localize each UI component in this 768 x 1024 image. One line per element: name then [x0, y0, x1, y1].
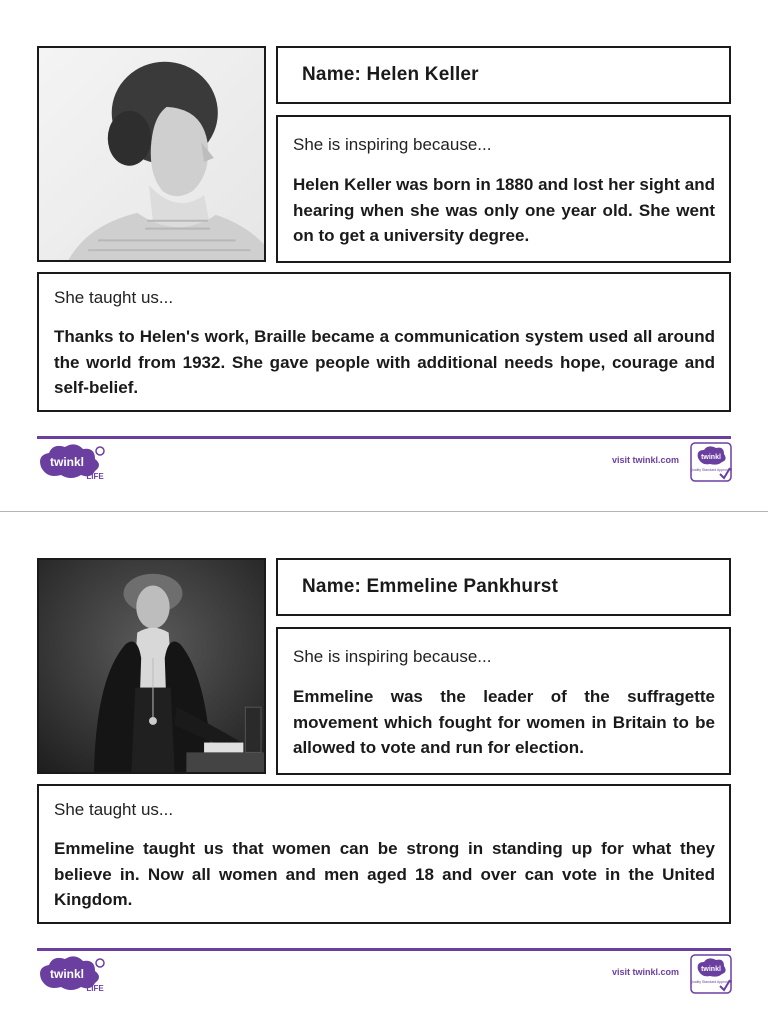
- footer-rule: [37, 436, 731, 439]
- inspiring-box: [276, 115, 731, 263]
- inspiring-text: Emmeline was the leader of the suffragette movement which fought for women in Britain to be allowed to vote and run for election.: [293, 687, 715, 757]
- inspiring-prompt: She is inspiring because...: [293, 135, 492, 154]
- quality-badge-icon: [690, 954, 732, 994]
- inspiring-prompt: She is inspiring because...: [293, 647, 492, 666]
- taught-text: Emmeline taught us that women can be strong in standing up for what they believe in. Now all women and men aged 18 and over can vote in the United Kingdom.: [54, 839, 715, 909]
- visit-link[interactable]: visit twinkl.com: [612, 455, 680, 465]
- person-name: Name: Helen Keller: [302, 64, 479, 85]
- taught-prompt: She taught us...: [54, 288, 174, 307]
- taught-box: [37, 272, 731, 412]
- quality-badge-icon: [690, 442, 732, 482]
- portrait-image: [39, 560, 264, 772]
- portrait-photo: [37, 558, 266, 774]
- name-box: [276, 46, 731, 104]
- inspiring-box: [276, 627, 731, 775]
- taught-box: [37, 784, 731, 924]
- taught-prompt: She taught us...: [54, 800, 174, 819]
- portrait-photo: [37, 46, 266, 262]
- svg-text:Quality Standard Approved: Quality Standard Approved: [690, 980, 732, 984]
- inspiring-text: Helen Keller was born in 1880 and lost her sight and hearing when she was only one year old. She went on to get a university degree.: [293, 175, 715, 245]
- svg-text:twinkl: twinkl: [701, 454, 721, 461]
- svg-text:Quality Standard Approved: Quality Standard Approved: [690, 468, 732, 472]
- footer-rule: [37, 948, 731, 951]
- visit-link[interactable]: visit twinkl.com: [612, 967, 680, 977]
- logo-sub: LIFE: [86, 472, 104, 481]
- flower-icon: [96, 959, 104, 967]
- profile-card-emmeline-pankhurst: [0, 512, 768, 1024]
- logo-text: twinkl: [49, 967, 85, 981]
- taught-text: Thanks to Helen's work, Braille became a communication system used all around the world from 1932. She gave people with additional needs hope, courage and self-belief.: [54, 327, 715, 397]
- twinkl-life-logo: [37, 441, 109, 481]
- twinkl-life-logo: [37, 953, 109, 993]
- logo-text: twinkl: [49, 455, 85, 469]
- logo-sub: LIFE: [86, 984, 104, 993]
- svg-text:twinkl: twinkl: [701, 966, 721, 973]
- portrait-image: [39, 48, 264, 260]
- flower-icon: [96, 447, 104, 455]
- name-box: [276, 558, 731, 616]
- person-name: Name: Emmeline Pankhurst: [302, 576, 559, 597]
